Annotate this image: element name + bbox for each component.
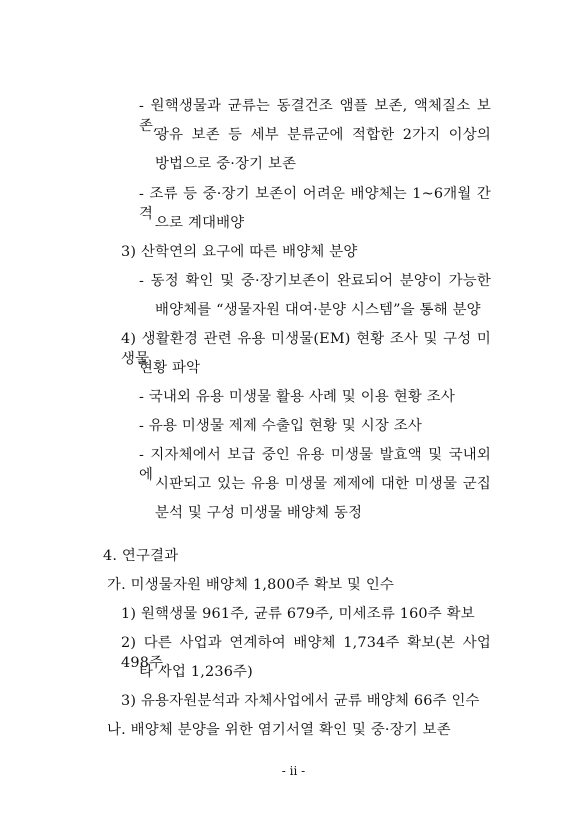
text-line: 2) 다른 사업과 연계하여 배양체 1,734주 확보(본 사업 498주,	[121, 635, 491, 671]
text-line: - 국내외 유용 미생물 활용 사례 및 이용 현황 조사	[139, 389, 455, 405]
text-line: 1) 원핵생물 961주, 균류 679주, 미세조류 160주 확보	[121, 606, 475, 622]
text-line: 타 사업 1,236주)	[139, 664, 253, 680]
text-line: - 유용 미생물 제제 수출입 현황 및 시장 조사	[139, 418, 422, 434]
text-line: 3) 유용자원분석과 자체사업에서 균류 배양체 66주 인수	[121, 693, 480, 709]
chapter-heading: 4. 연구결과	[103, 548, 179, 564]
text-line: 시판되고 있는 유용 미생물 제제에 대한 미생물 군집	[155, 476, 491, 492]
section-heading: 4) 생활환경 관련 유용 미생물(EM) 현황 조사 및 구성 미생물	[121, 331, 491, 367]
section-heading: 가. 미생물자원 배양체 1,800주 확보 및 인수	[107, 577, 395, 593]
page-number: - ii -	[281, 764, 306, 778]
section-heading: 3) 산학연의 요구에 따른 배양체 분양	[121, 244, 358, 260]
text-line: - 지자체에서 보급 중인 유용 미생물 발효액 및 국내외에	[139, 447, 491, 483]
text-line: - 동정 확인 및 중·장기보존이 완료되어 분양이 가능한	[139, 273, 491, 289]
text-line: - 원핵생물과 균류는 동결건조 앰플 보존, 액체질소 보존,	[139, 98, 491, 134]
text-line: 분석 및 구성 미생물 배양체 동정	[155, 505, 363, 521]
text-line: 현황 파악	[139, 360, 201, 376]
text-line: 광유 보존 등 세부 분류군에 적합한 2가지 이상의	[155, 127, 491, 143]
text-line: - 조류 등 중·장기 보존이 어려운 배양체는 1~6개월 간격	[139, 186, 491, 222]
section-heading: 나. 배양체 분양을 위한 염기서열 확인 및 중·장기 보존	[107, 722, 451, 738]
text-line: 방법으로 중·장기 보존	[155, 156, 297, 172]
text-line: 으로 계대배양	[155, 215, 245, 231]
text-line: 배양체를 “생물자원 대여·분양 시스템”을 통해 분양	[155, 302, 481, 318]
